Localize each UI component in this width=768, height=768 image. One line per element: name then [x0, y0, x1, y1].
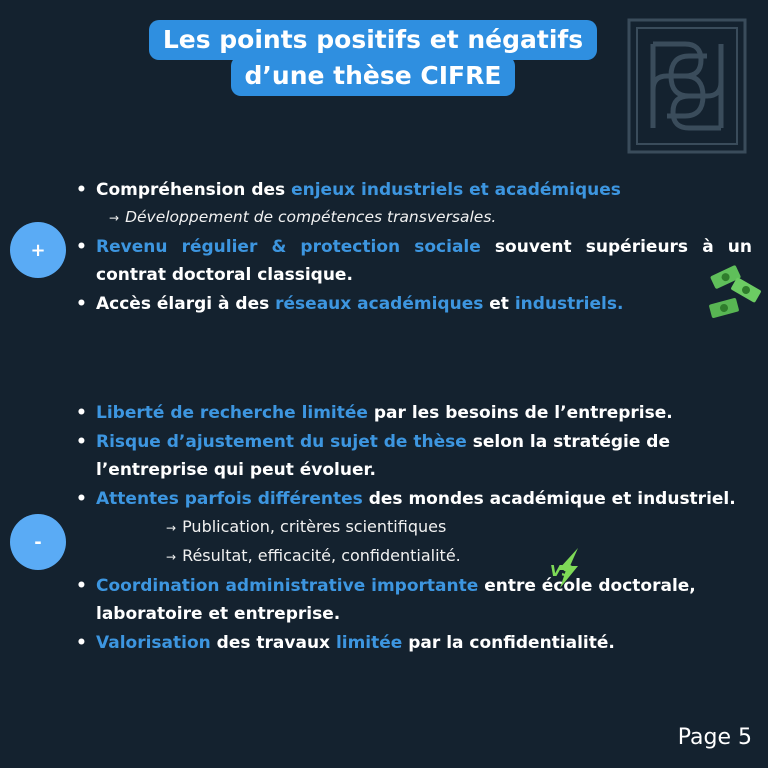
list-item [74, 629, 752, 657]
item-highlight: Liberté de recherche limitée [96, 403, 368, 423]
list-item [74, 572, 752, 628]
sub-item: → Résultat, efficacité, confidentialité. [166, 542, 752, 571]
item-text: Compréhension des [96, 180, 292, 200]
logo-icon [627, 18, 747, 154]
negative-badge: - [10, 514, 66, 570]
item-highlight: industriels. [514, 294, 624, 314]
list-item [74, 428, 752, 484]
negative-list [74, 399, 752, 658]
item-text: selon la stratégie de l’entreprise qui peut évoluer. [96, 432, 671, 480]
list-item [74, 290, 752, 318]
sub-item: → Développement de compétences transversales. [109, 204, 752, 232]
page-number: Page 5 [677, 725, 752, 750]
sub-list [96, 204, 752, 232]
sub-item: → Publication, critères scientifiques [166, 513, 752, 542]
item-text: Accès élargi à des [96, 294, 276, 314]
item-highlight: Revenu régulier & protection sociale [96, 237, 481, 257]
positive-badge: + [10, 222, 66, 278]
item-text: par la confidentialité. [402, 633, 615, 653]
item-highlight: Valorisation [96, 633, 211, 653]
money-icon [706, 264, 762, 324]
item-text: des mondes académique et industriel. [362, 489, 736, 509]
item-text: par les besoins de l’entreprise. [367, 403, 673, 423]
item-text: des travaux [210, 633, 336, 653]
item-highlight: limitée [335, 633, 403, 653]
item-highlight: Coordination administrative importante [96, 576, 479, 596]
svg-text:VS: VS [550, 562, 573, 580]
item-text: entre école doctorale, laboratoire et entreprise. [96, 576, 696, 624]
title-line-1: Les points positifs et négatifs [149, 20, 597, 60]
item-highlight: enjeux industriels et académiques [291, 180, 621, 200]
positive-list [74, 176, 752, 319]
list-item [74, 399, 752, 427]
list-item [74, 233, 752, 289]
item-text: souvent supérieurs à un contrat doctoral classique. [96, 237, 752, 285]
title-line-2: d’une thèse CIFRE [231, 56, 516, 96]
versus-icon [548, 546, 588, 590]
list-item [74, 176, 752, 232]
item-highlight: Risque d’ajustement du sujet de thèse [96, 432, 467, 452]
item-highlight: réseaux académiques [275, 294, 484, 314]
list-item [74, 485, 752, 571]
sub-list [96, 513, 752, 571]
item-text: et [483, 294, 515, 314]
item-highlight: Attentes parfois différentes [96, 489, 363, 509]
